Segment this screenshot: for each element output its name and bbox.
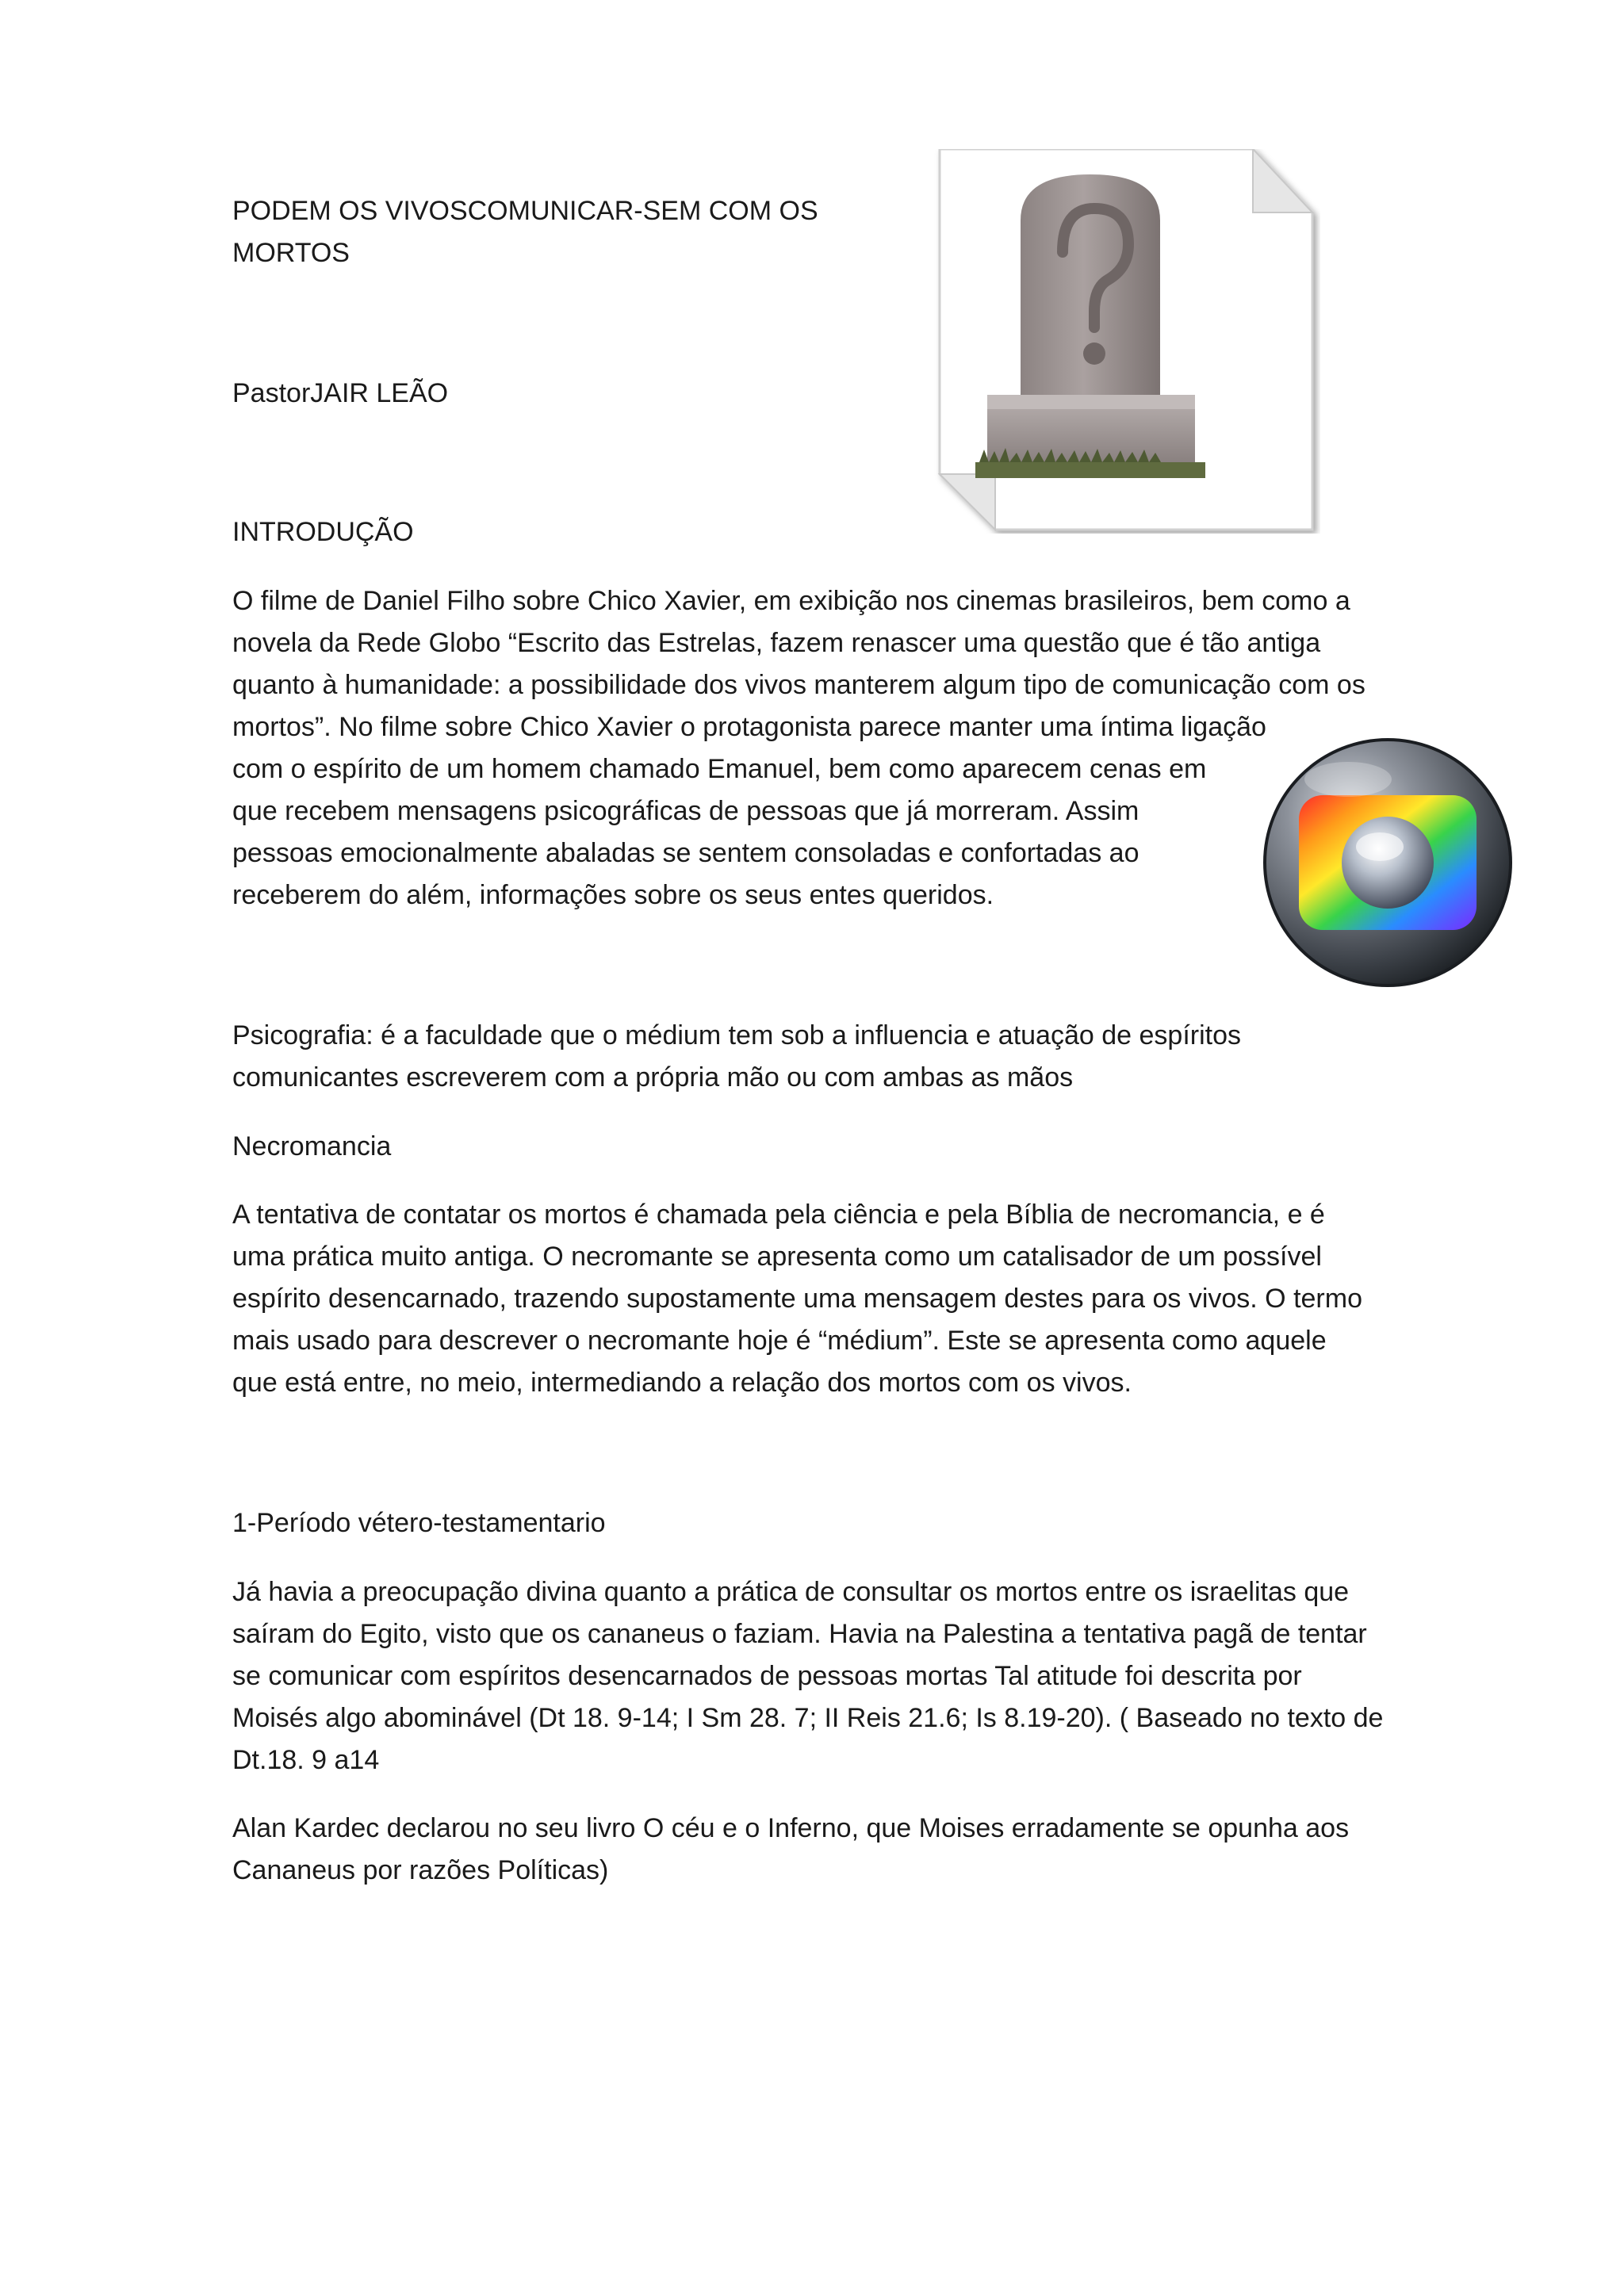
paragraph-line: mais usado para descrever o necromante hoje é “médium”. Este se apresenta como aquele bbox=[232, 1326, 1327, 1356]
paragraph-line: que recebem mensagens psicográficas de pessoas que já morreram. Assim bbox=[232, 796, 1139, 826]
paragraph-line: com o espírito de um homem chamado Emanuel, bem como aparecem cenas em bbox=[232, 754, 1207, 784]
paragraph-line: receberem do além, informações sobre os seus entes queridos. bbox=[232, 880, 994, 910]
author-name: PastorJAIR LEÃO bbox=[232, 378, 449, 408]
paragraph-line: uma prática muito antiga. O necromante se apresenta como um catalisador de um possível bbox=[232, 1242, 1322, 1272]
paragraph-line: Moisés algo abominável (Dt 18. 9-14; I Sm 28. 7; II Reis 21.6; Is 8.19-20). ( Baseado no texto de bbox=[232, 1703, 1384, 1733]
paragraph-line: que está entre, no meio, intermediando a relação dos mortos com os vivos. bbox=[232, 1368, 1132, 1398]
tombstone-question-mark-icon bbox=[932, 149, 1320, 534]
paragraph-periodo bbox=[232, 1571, 1383, 1781]
paragraph-line: Alan Kardec declarou no seu livro O céu e o Inferno, que Moises erradamente se opunha aos bbox=[232, 1813, 1350, 1843]
paragraph-line: comunicantes escreverem com a própria mão ou com ambas as mãos bbox=[232, 1062, 1074, 1093]
paragraph-line: A tentativa de contatar os mortos é chamada pela ciência e pela Bíblia de necromancia, e é bbox=[232, 1200, 1325, 1230]
paragraph-line: pessoas emocionalmente abaladas se sentem consoladas e confortadas ao bbox=[232, 838, 1139, 868]
title-line: MORTOS bbox=[232, 238, 350, 268]
paragraph-line: Já havia a preocupação divina quanto a prática de consultar os mortos entre os israelitas que bbox=[232, 1577, 1350, 1607]
paragraph-line: Dt.18. 9 a14 bbox=[232, 1745, 380, 1775]
section-heading-periodo: 1-Período vétero-testamentario bbox=[232, 1508, 606, 1538]
paragraph-introducao bbox=[232, 580, 1365, 916]
paragraph-line: saíram do Egito, visto que os cananeus o faziam. Havia na Palestina a tentativa pagã de tentar bbox=[232, 1619, 1367, 1649]
paragraph-kardec bbox=[232, 1808, 1349, 1892]
paragraph-line: Psicografia: é a faculdade que o médium tem sob a influencia e atuação de espíritos bbox=[232, 1020, 1241, 1050]
paragraph-line: espírito desencarnado, trazendo supostamente uma mensagem destes para os vivos. O termo bbox=[232, 1284, 1362, 1314]
paragraph-line: se comunicar com espíritos desencarnados de pessoas mortas Tal atitude foi descrita por bbox=[232, 1661, 1302, 1691]
paragraph-necromancia bbox=[232, 1194, 1362, 1404]
section-heading-necromancia: Necromancia bbox=[232, 1131, 392, 1161]
section-heading-introducao: INTRODUÇÃO bbox=[232, 517, 414, 547]
paragraph-line: novela da Rede Globo “Escrito das Estrelas, fazem renascer uma questão que é tão antiga bbox=[232, 628, 1321, 658]
paragraph-line: O filme de Daniel Filho sobre Chico Xavier, em exibição nos cinemas brasileiros, bem como a bbox=[232, 586, 1350, 616]
paragraph-psicografia bbox=[232, 1015, 1241, 1099]
paragraph-line: mortos”. No filme sobre Chico Xavier o protagonista parece manter uma íntima ligação bbox=[232, 712, 1266, 742]
document-title bbox=[232, 190, 818, 274]
paragraph-line: quanto à humanidade: a possibilidade dos vivos manterem algum tipo de comunicação com os bbox=[232, 670, 1365, 700]
title-line: PODEM OS VIVOSCOMUNICAR-SEM COM OS bbox=[232, 196, 818, 226]
paragraph-line: Cananeus por razões Políticas) bbox=[232, 1855, 609, 1885]
globo-logo-icon bbox=[1261, 736, 1515, 989]
